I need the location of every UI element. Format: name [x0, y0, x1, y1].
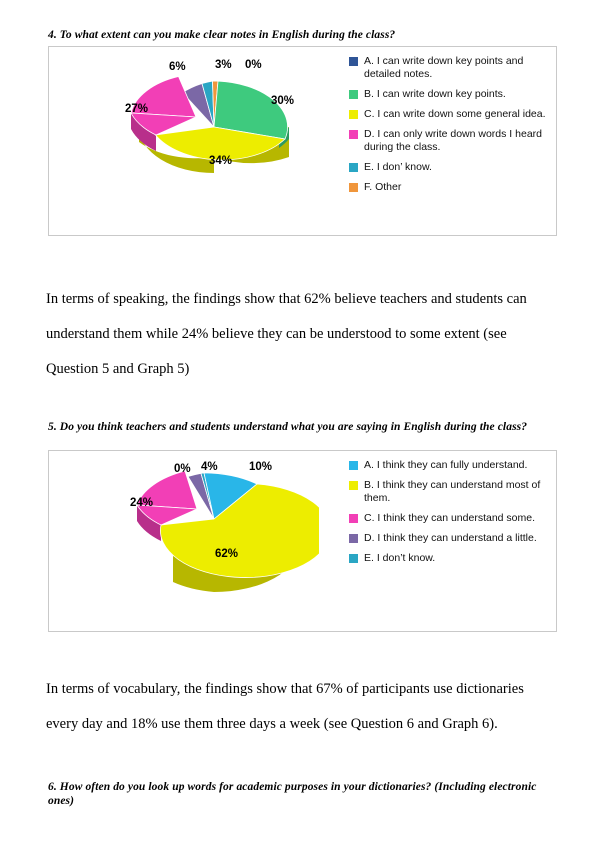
paragraph-line: In terms of vocabulary, the findings show that 67% of participants use dictionaries	[46, 681, 524, 697]
question-5-caption: 5. Do you think teachers and students understand what you are saying in English during the class?	[48, 421, 528, 433]
question-6-caption: 6. How often do you look up words for academic purposes in your dictionaries? (Including electronic ones)	[48, 781, 537, 807]
paragraph-line: every day and 18% use them three days a week (see Question 6 and Graph 6).	[46, 716, 498, 732]
graph-4-label-c: 27%	[125, 103, 149, 115]
legend-label: A. I think they can fully understand.	[364, 459, 528, 471]
legend-label: F. Other	[364, 181, 402, 193]
paragraph-line: In terms of speaking, the findings show that 62% believe teachers and students can	[46, 291, 527, 307]
graph-5-legend	[349, 459, 549, 572]
paragraph-vocabulary	[46, 672, 558, 742]
legend-item	[349, 88, 549, 101]
legend-swatch-icon	[349, 110, 358, 119]
legend-swatch-icon	[349, 183, 358, 192]
legend-swatch-icon	[349, 90, 358, 99]
graph-5-pie	[109, 467, 319, 622]
graph-5-label-a: 10%	[249, 461, 273, 473]
legend-item	[349, 161, 549, 174]
legend-label: D. I can only write down words I heard during the class.	[364, 128, 542, 153]
legend-swatch-icon	[349, 461, 358, 470]
graph-5-plot-area	[49, 451, 556, 631]
question-4-caption: 4. To what extent can you make clear notes in English during the class?	[48, 29, 396, 41]
paragraph-speaking	[46, 282, 558, 387]
legend-swatch-icon	[349, 514, 358, 523]
paragraph-line: Question 5 and Graph 5)	[46, 361, 190, 377]
paragraph-line: understand them while 24% believe they can be understood to some extent (see	[46, 326, 507, 342]
legend-item	[349, 108, 549, 121]
legend-item	[349, 459, 549, 472]
legend-swatch-icon	[349, 481, 358, 490]
graph-5-container	[48, 450, 557, 632]
graph-4-label-f: 0%	[245, 59, 262, 71]
legend-swatch-icon	[349, 57, 358, 66]
legend-label: C. I can write down some general idea.	[364, 108, 546, 120]
graph-5-label-c: 24%	[130, 497, 154, 509]
legend-label: B. I can write down key points.	[364, 88, 506, 100]
graph-4-label-a: 30%	[271, 95, 295, 107]
legend-label: A. I can write down key points and detailed notes.	[364, 55, 524, 80]
legend-swatch-icon	[349, 554, 358, 563]
graph-5-label-d: 4%	[201, 461, 218, 473]
graph-4-label-e: 3%	[215, 59, 232, 71]
legend-label: D. I think they can understand a little.	[364, 532, 537, 544]
legend-item	[349, 532, 549, 545]
legend-item	[349, 552, 549, 565]
graph-4-label-d: 6%	[169, 61, 186, 73]
legend-item	[349, 128, 549, 154]
legend-swatch-icon	[349, 163, 358, 172]
graph-5-label-b: 62%	[215, 548, 239, 560]
graph-4-label-b: 34%	[209, 155, 233, 167]
graph-4-pie	[109, 65, 319, 230]
legend-item	[349, 181, 549, 194]
legend-label: C. I think they can understand some.	[364, 512, 536, 524]
legend-swatch-icon	[349, 130, 358, 139]
legend-label: E. I don’ know.	[364, 161, 432, 173]
legend-label: B. I think they can understand most of them.	[364, 479, 541, 504]
legend-item	[349, 512, 549, 525]
graph-4-container	[48, 46, 557, 236]
graph-4-plot-area	[49, 47, 556, 235]
legend-item	[349, 479, 549, 505]
legend-swatch-icon	[349, 534, 358, 543]
graph-4-legend	[349, 55, 549, 201]
legend-item	[349, 55, 549, 81]
graph-5-label-d-zero: 0%	[174, 463, 191, 475]
legend-label: E. I don’t know.	[364, 552, 436, 564]
